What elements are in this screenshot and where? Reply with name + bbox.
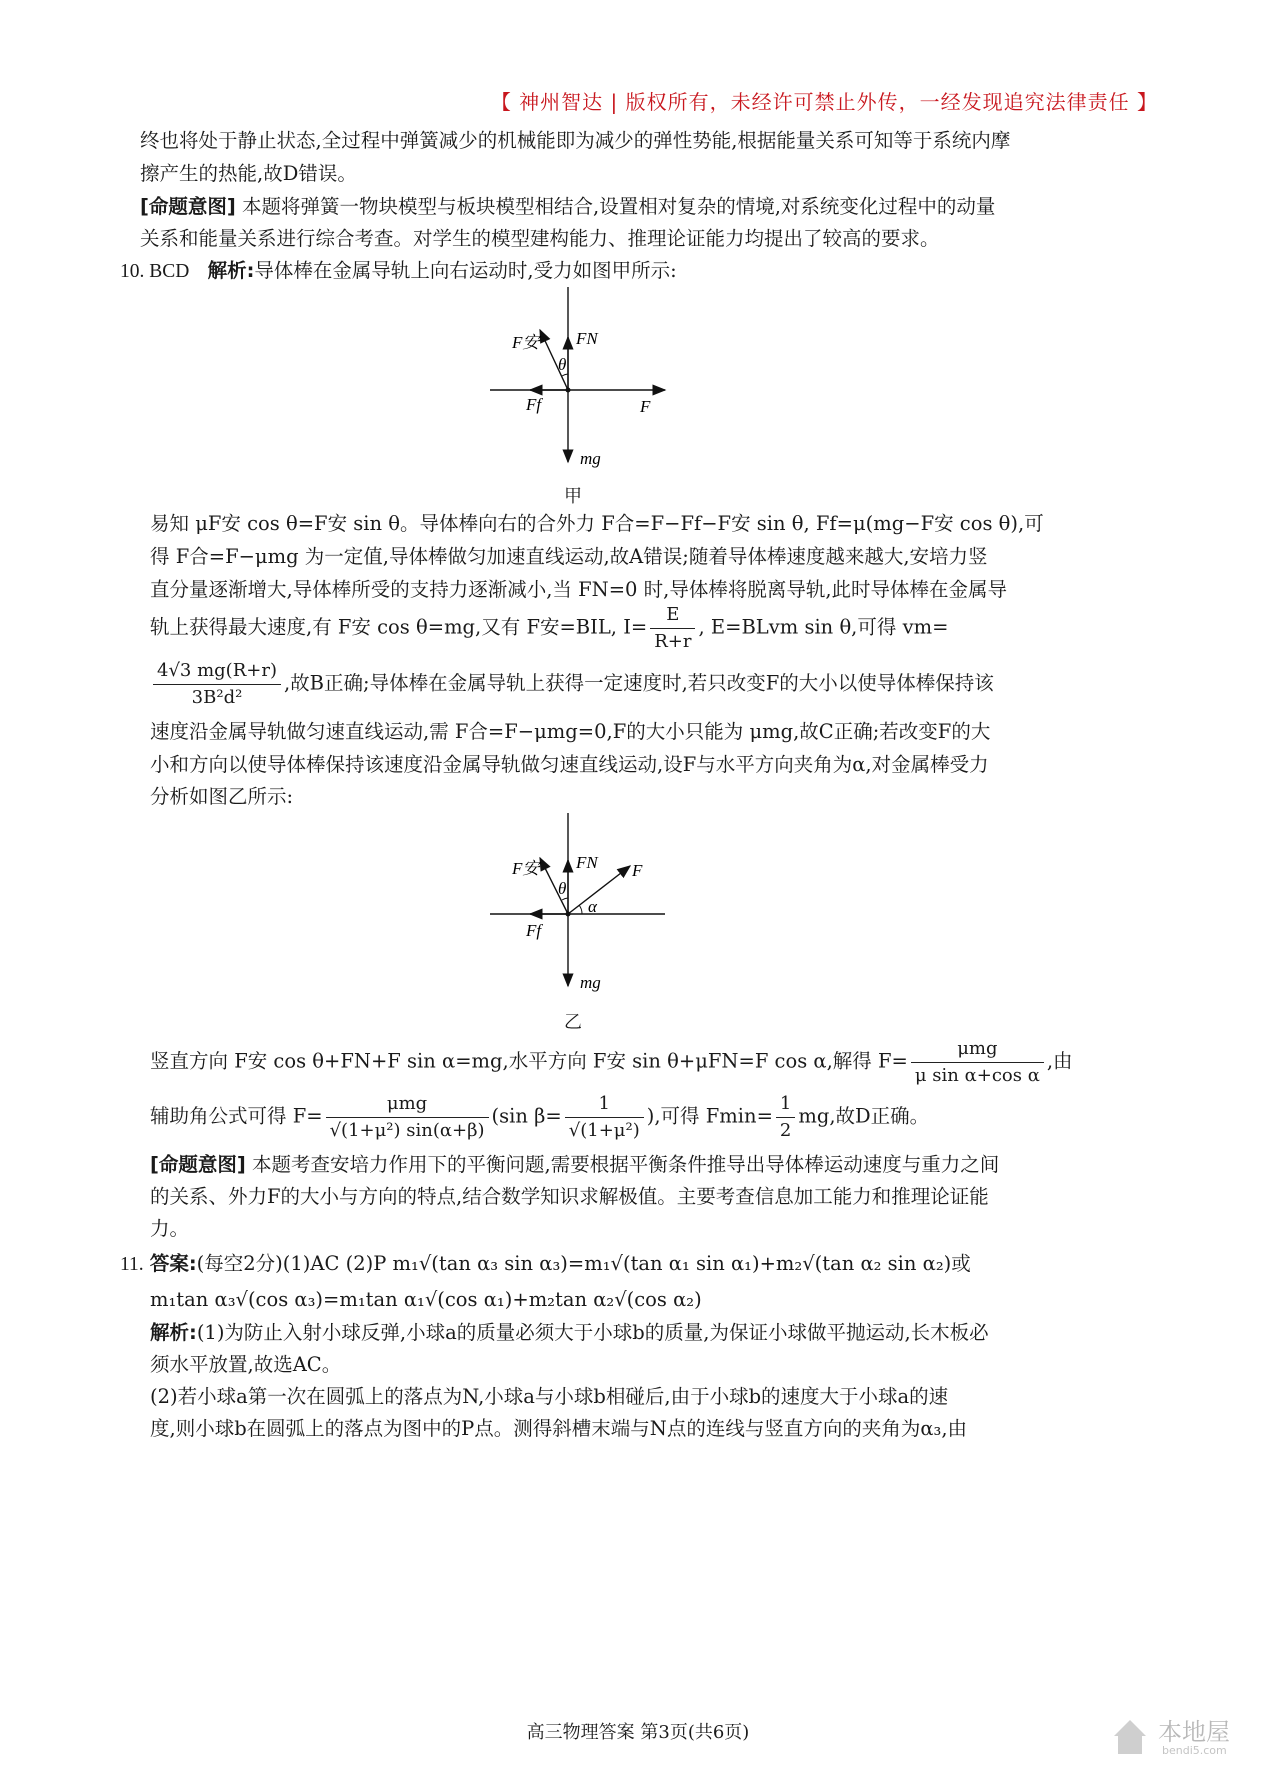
- diagram-caption-jia: 甲: [564, 486, 582, 507]
- question-number: 10. BCD: [120, 261, 190, 282]
- denominator: √(1+μ²): [568, 1119, 640, 1141]
- text-segment: 竖直方向 F安 cos θ+FN+F sin α=mg,水平方向 F安 sin θ+μFN=F cos α,解得 F=: [150, 1049, 908, 1073]
- intent-paragraph-1: [140, 197, 995, 217]
- analysis-line-2: 须水平放置,故选AC。: [150, 1353, 342, 1376]
- numerator: μmg: [911, 1038, 1044, 1063]
- para-line-8: 分析如图乙所示:: [150, 785, 294, 808]
- numerator: 1: [776, 1093, 795, 1118]
- label-mg: mg: [580, 973, 601, 992]
- para-line-1: 易知 μF安 cos θ=F安 sin θ。导体棒向右的合外力 F合=F−Ff−F安 sin θ, Ff=μ(mg−F安 cos θ),可: [150, 512, 1044, 535]
- label-fan: F安: [512, 333, 540, 352]
- copyright-header: 【 神州智达 | 版权所有，未经许可禁止外传，一经发现追究法律责任 】: [490, 90, 1158, 114]
- analysis-tag: 解析:: [150, 1321, 197, 1344]
- answer-line-2: m₁tan α₃√(cos α₃)=m₁tan α₁√(cos α₁)+m₂tan α₂√(cos α₂): [150, 1288, 702, 1311]
- text-segment: , E=BLvm sin θ,可得 vm=: [698, 615, 949, 639]
- analysis-text: 导体棒在金属导轨上向右运动时,受力如图甲所示:: [254, 259, 677, 282]
- para-line-7: 小和方向以使导体棒保持该速度沿金属导轨做匀速直线运动,设F与水平方向夹角为α,对金属棒受力: [150, 753, 989, 776]
- force-diagram-jia: [480, 282, 680, 512]
- numerator: E: [650, 604, 695, 629]
- theta-arc: [562, 898, 568, 900]
- body-line-1: 终也将处于静止状态,全过程中弹簧减少的机械能即为减少的弹性势能,根据能量关系可知等于系统内摩: [140, 129, 1011, 152]
- text-segment: ),可得 Fmin=: [646, 1104, 773, 1128]
- watermark-text: 本地屋: [1158, 1718, 1230, 1746]
- question-number: 11.: [120, 1254, 144, 1275]
- denominator: 3B²d²: [191, 686, 243, 708]
- theta-arc: [562, 374, 568, 376]
- fraction-f: [911, 1038, 1044, 1086]
- question-11-header: [120, 1254, 971, 1275]
- para-line-10: [150, 1093, 929, 1141]
- diagram-caption-yi: 乙: [564, 1012, 582, 1033]
- para-line-4: [150, 604, 948, 652]
- answer-tag: 答案:: [149, 1252, 197, 1275]
- text-segment: ,由: [1046, 1049, 1073, 1073]
- denominator: √(1+μ²) sin(α+β): [329, 1119, 485, 1141]
- analysis-line-3: (2)若小球a第一次在圆弧上的落点为N,小球a与小球b相碰后,由于小球b的速度大于小球a的速: [150, 1385, 949, 1408]
- intent-text: 本题将弹簧一物块模型与板块模型相结合,设置相对复杂的情境,对系统变化过程中的动量: [242, 195, 996, 218]
- para-line-6: 速度沿金属导轨做匀速直线运动,需 F合=F−μmg=0,F的大小只能为 μmg,故C正确;若改变F的大: [150, 720, 991, 743]
- label-fn: FN: [576, 853, 598, 872]
- text-segment: 轨上获得最大速度,有 F安 cos θ=mg,又有 F安=BIL, I=: [150, 615, 648, 639]
- question-10-header: [120, 261, 677, 282]
- text-segment: mg,故D正确。: [798, 1104, 930, 1128]
- watermark: [1110, 1708, 1270, 1768]
- analysis-tag: 解析:: [207, 259, 255, 282]
- label-theta: θ: [558, 879, 567, 898]
- label-theta: θ: [558, 355, 567, 374]
- numerator: 1: [565, 1093, 644, 1118]
- label-ff: Ff: [526, 921, 542, 940]
- house-icon: [1110, 1714, 1150, 1758]
- numerator: μmg: [326, 1093, 489, 1118]
- answer-text: (每空2分)(1)AC (2)P m₁√(tan α₃ sin α₃)=m₁√(tan α₁ sin α₁)+m₂√(tan α₂ sin α₂)或: [196, 1252, 971, 1275]
- intent-line: 关系和能量关系进行综合考查。对学生的模型建构能力、推理论证能力均提出了较高的要求。: [140, 227, 940, 250]
- fraction-sin-beta: [565, 1093, 644, 1141]
- intent-text: 本题考查安培力作用下的平衡问题,需要根据平衡条件推导出导体棒运动速度与重力之间: [252, 1153, 1000, 1176]
- analysis-line-1: [150, 1323, 989, 1343]
- fraction-f-aux: [326, 1093, 489, 1141]
- denominator: R+r: [654, 630, 692, 652]
- label-f: F: [632, 861, 643, 880]
- analysis-line-4: 度,则小球b在圆弧上的落点为图中的P点。测得斜槽末端与N点的连线与竖直方向的夹角为α₃,由: [150, 1417, 968, 1440]
- fraction-vm: [153, 660, 281, 708]
- alpha-arc: [579, 905, 582, 914]
- label-fan: F安: [512, 859, 540, 878]
- text-segment: 辅助角公式可得 F=: [150, 1104, 323, 1128]
- label-mg: mg: [580, 449, 601, 468]
- origin-point: [566, 388, 571, 393]
- label-f: F: [640, 397, 651, 416]
- label-fn: FN: [576, 329, 598, 348]
- intent-line: 力。: [150, 1217, 190, 1240]
- fraction-half: [776, 1093, 795, 1141]
- numerator: 4√3 mg(R+r): [153, 660, 281, 685]
- force-f-arrow: [568, 866, 630, 914]
- fraction-current: [650, 604, 695, 652]
- para-line-2: 得 F合=F−μmg 为一定值,导体棒做匀加速直线运动,故A错误;随着导体棒速度越来越大,安培力竖: [150, 545, 988, 568]
- text-segment: (sin β=: [491, 1104, 562, 1128]
- para-line-9: [150, 1038, 1073, 1086]
- intent-line: 的关系、外力F的大小与方向的特点,结合数学知识求解极值。主要考查信息加工能力和推理论证能: [150, 1185, 989, 1208]
- origin-point: [566, 912, 571, 917]
- denominator: 2: [779, 1119, 792, 1141]
- para-line-3: 直分量逐渐增大,导体棒所受的支持力逐渐减小,当 FN=0 时,导体棒将脱离导轨,此时导体棒在金属导: [150, 578, 1008, 601]
- body-line-2: 擦产生的热能,故D错误。: [140, 162, 357, 185]
- para-line-5: [150, 660, 994, 708]
- intent-paragraph-2: [150, 1155, 999, 1175]
- watermark-sub: bendi5.com: [1162, 1744, 1227, 1757]
- analysis-text: (1)为防止入射小球反弹,小球a的质量必须大于小球b的质量,为保证小球做平抛运动,长木板必: [196, 1321, 989, 1344]
- intent-tag: [命题意图]: [150, 1153, 246, 1176]
- intent-tag: [命题意图]: [140, 195, 236, 218]
- force-diagram-yi: [480, 808, 680, 1008]
- label-ff: Ff: [526, 395, 542, 414]
- text-segment: ,故B正确;导体棒在金属导轨上获得一定速度时,若只改变F的大小以使导体棒保持该: [283, 671, 994, 695]
- label-alpha: α: [588, 897, 597, 916]
- page-footer: 高三物理答案 第3页(共6页): [526, 1722, 750, 1743]
- denominator: μ sin α+cos α: [914, 1064, 1040, 1086]
